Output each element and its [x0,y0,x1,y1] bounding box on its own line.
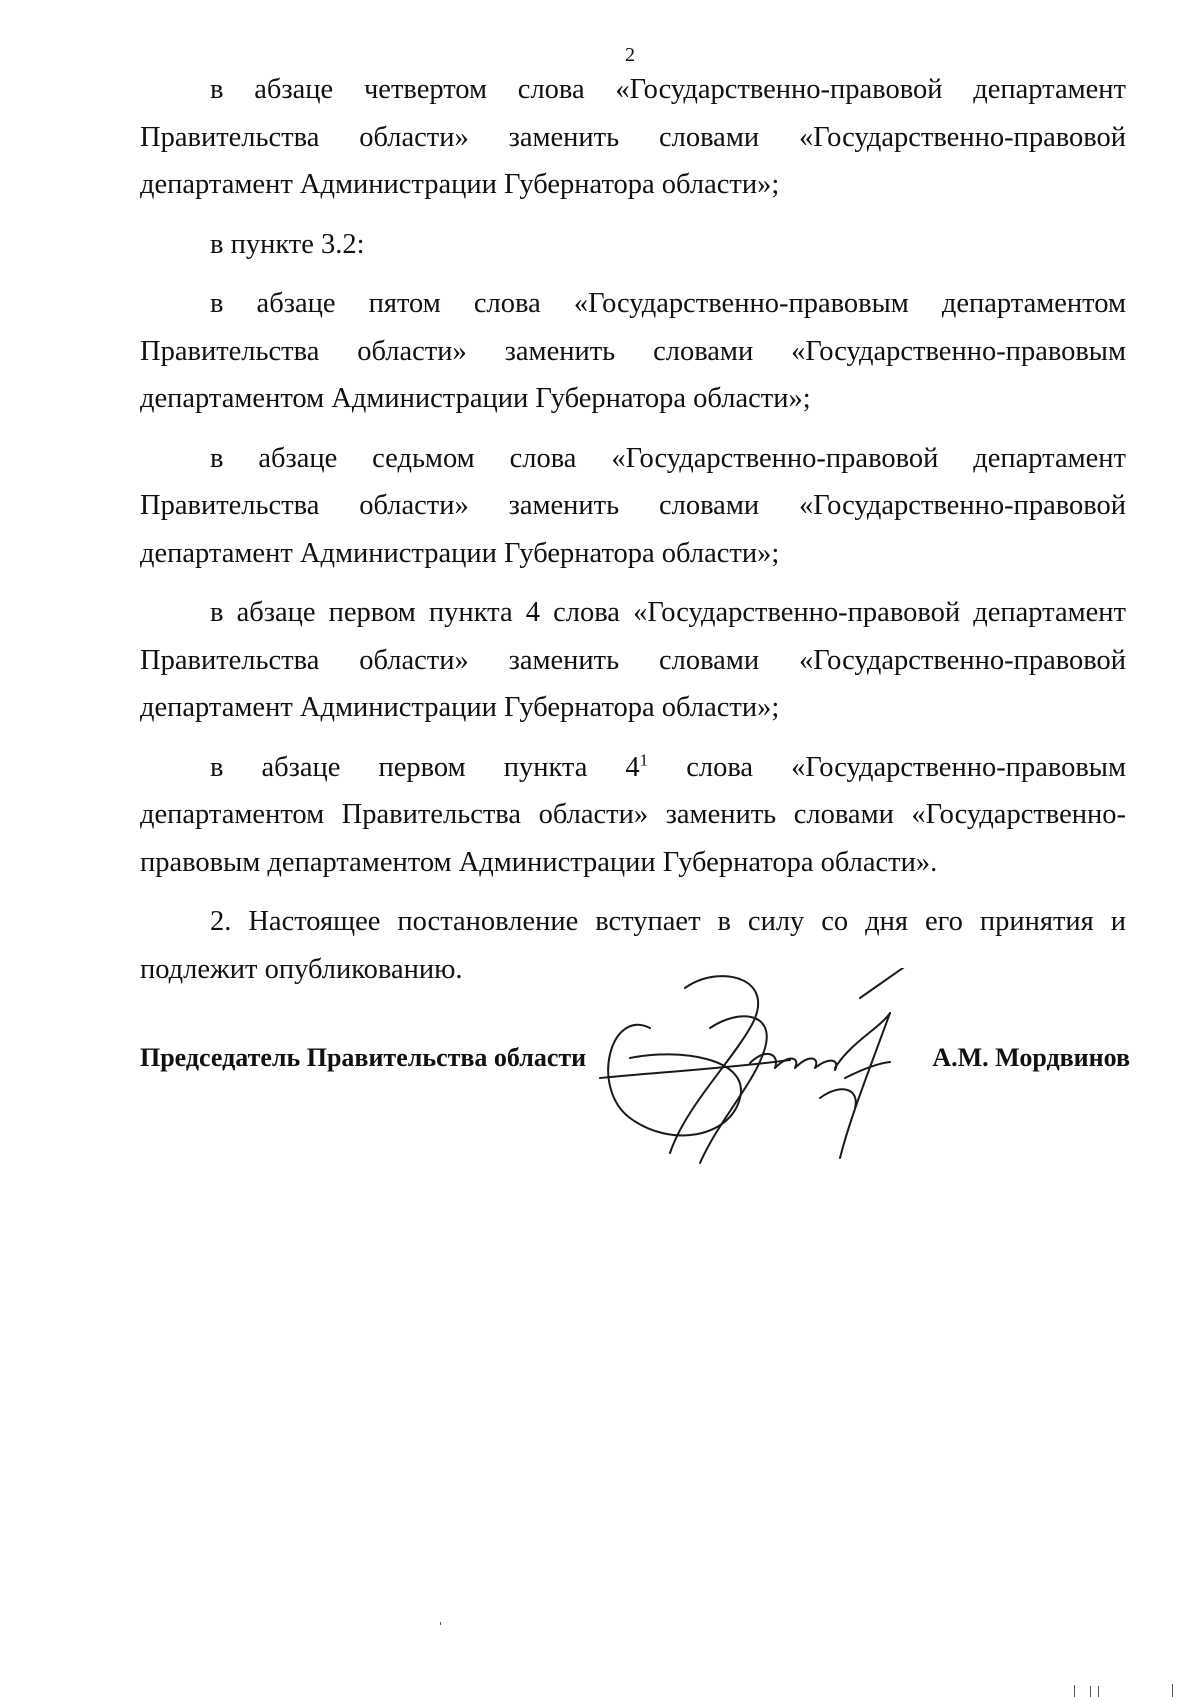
document-body [140,66,1126,993]
signer-title: Председатель Правительства области [140,1043,587,1072]
page-number: 2 [625,44,635,66]
paragraph-5: в абзаце первом пункта 4 слова «Государственно-правовой департамент Правительства области» заменить словами «Государственно-правовой департамент Администрации Губернатора области»; [140,597,1126,723]
scan-artifact [1090,1686,1091,1697]
scan-artifact [1074,1685,1075,1697]
paragraph-6-start: в абзаце первом пункта 4 [210,751,640,783]
paragraph-6-end: слова «Государственно-правовым департаментом Правительства области» заменить словами «Государственно-правовым департаментом Администрации Губернатора области». [140,751,1126,878]
paragraph-2: в пункте 3.2: [210,228,365,260]
paragraph-6-superscript: 1 [639,750,649,769]
paragraph-4: в абзаце седьмом слова «Государственно-правовой департамент Правительства области» заменить словами «Государственно-правовой департамент Администрации Губернатора области»; [140,442,1126,569]
scan-artifact [1172,1684,1173,1697]
scan-artifact [1098,1686,1099,1697]
paragraph-3: в абзаце пятом слова «Государственно-правовым департаментом Правительства области» заменить словами «Государственно-правовым департаментом Администрации Губернатора области»; [140,288,1126,414]
handwritten-signature [590,968,960,1168]
paragraph-6 [140,744,1126,887]
paragraph-1: в абзаце четвертом слова «Государственно-правовой департамент Правительства области» заменить словами «Государственно-правовой департамент Администрации Губернатора области»; [140,74,1126,200]
scan-artifact [440,1622,441,1625]
signer-name: А.М. Мордвинов [932,1043,1130,1072]
paragraph-7: 2. Настоящее постановление вступает в силу со дня его принятия и подлежит опубликованию. [140,906,1126,985]
